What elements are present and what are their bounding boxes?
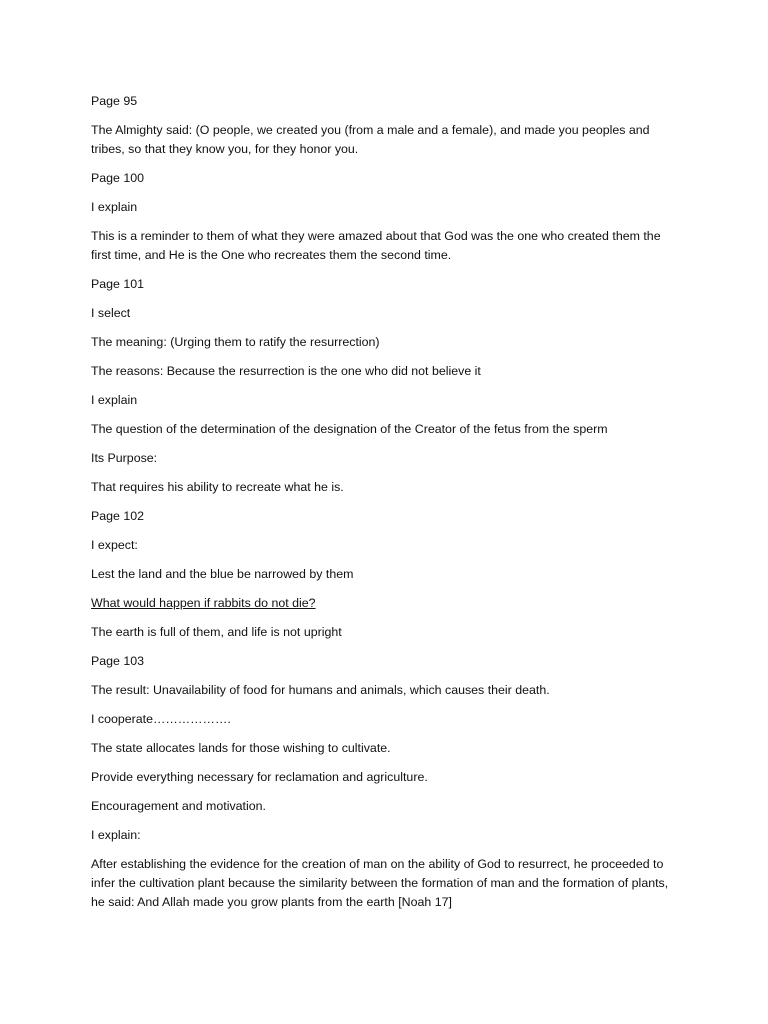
paragraph: The result: Unavailability of food for humans and animals, which causes their death.	[91, 683, 550, 697]
paragraph: I cooperate……………….	[91, 712, 231, 726]
paragraph: I expect:	[91, 538, 138, 552]
paragraph: Its Purpose:	[91, 451, 158, 465]
paragraph: The earth is full of them, and life is not upright	[91, 625, 342, 639]
paragraph: I explain	[91, 200, 138, 214]
paragraph: The state allocates lands for those wishing to cultivate.	[91, 741, 391, 755]
paragraph: The reasons: Because the resurrection is the one who did not believe it	[91, 364, 481, 378]
paragraph: The question of the determination of the designation of the Creator of the fetus from the sperm	[91, 422, 608, 436]
paragraph: Page 100	[91, 171, 145, 185]
paragraph: I explain:	[91, 828, 141, 842]
paragraph: I select	[91, 306, 131, 320]
underlined-question: What would happen if rabbits do not die?	[91, 596, 316, 610]
paragraph: This is a reminder to them of what they were amazed about that God was the one who created them the first time, and He is the One who recreates them the second time.	[91, 229, 661, 262]
paragraph: That requires his ability to recreate what he is.	[91, 480, 344, 494]
paragraph: The meaning: (Urging them to ratify the resurrection)	[91, 335, 380, 349]
paragraph: Page 101	[91, 277, 145, 291]
paragraph: Lest the land and the blue be narrowed by them	[91, 567, 354, 581]
paragraph: Page 95	[91, 94, 138, 108]
paragraph: I explain	[91, 393, 138, 407]
paragraph: Provide everything necessary for reclamation and agriculture.	[91, 770, 428, 784]
paragraph: Page 103	[91, 654, 145, 668]
paragraph: After establishing the evidence for the creation of man on the ability of God to resurrect, he proceeded to infer the cultivation plant because the similarity between the formation of man and the formation of plants, he said: And Allah made you grow plants from the earth [Noah 17]	[91, 857, 669, 909]
paragraph: Encouragement and motivation.	[91, 799, 266, 813]
paragraph: Page 102	[91, 509, 145, 523]
paragraph: The Almighty said: (O people, we created you (from a male and a female), and made you peoples and tribes, so that they know you, for they honor you.	[91, 123, 650, 156]
document-body	[91, 92, 681, 922]
